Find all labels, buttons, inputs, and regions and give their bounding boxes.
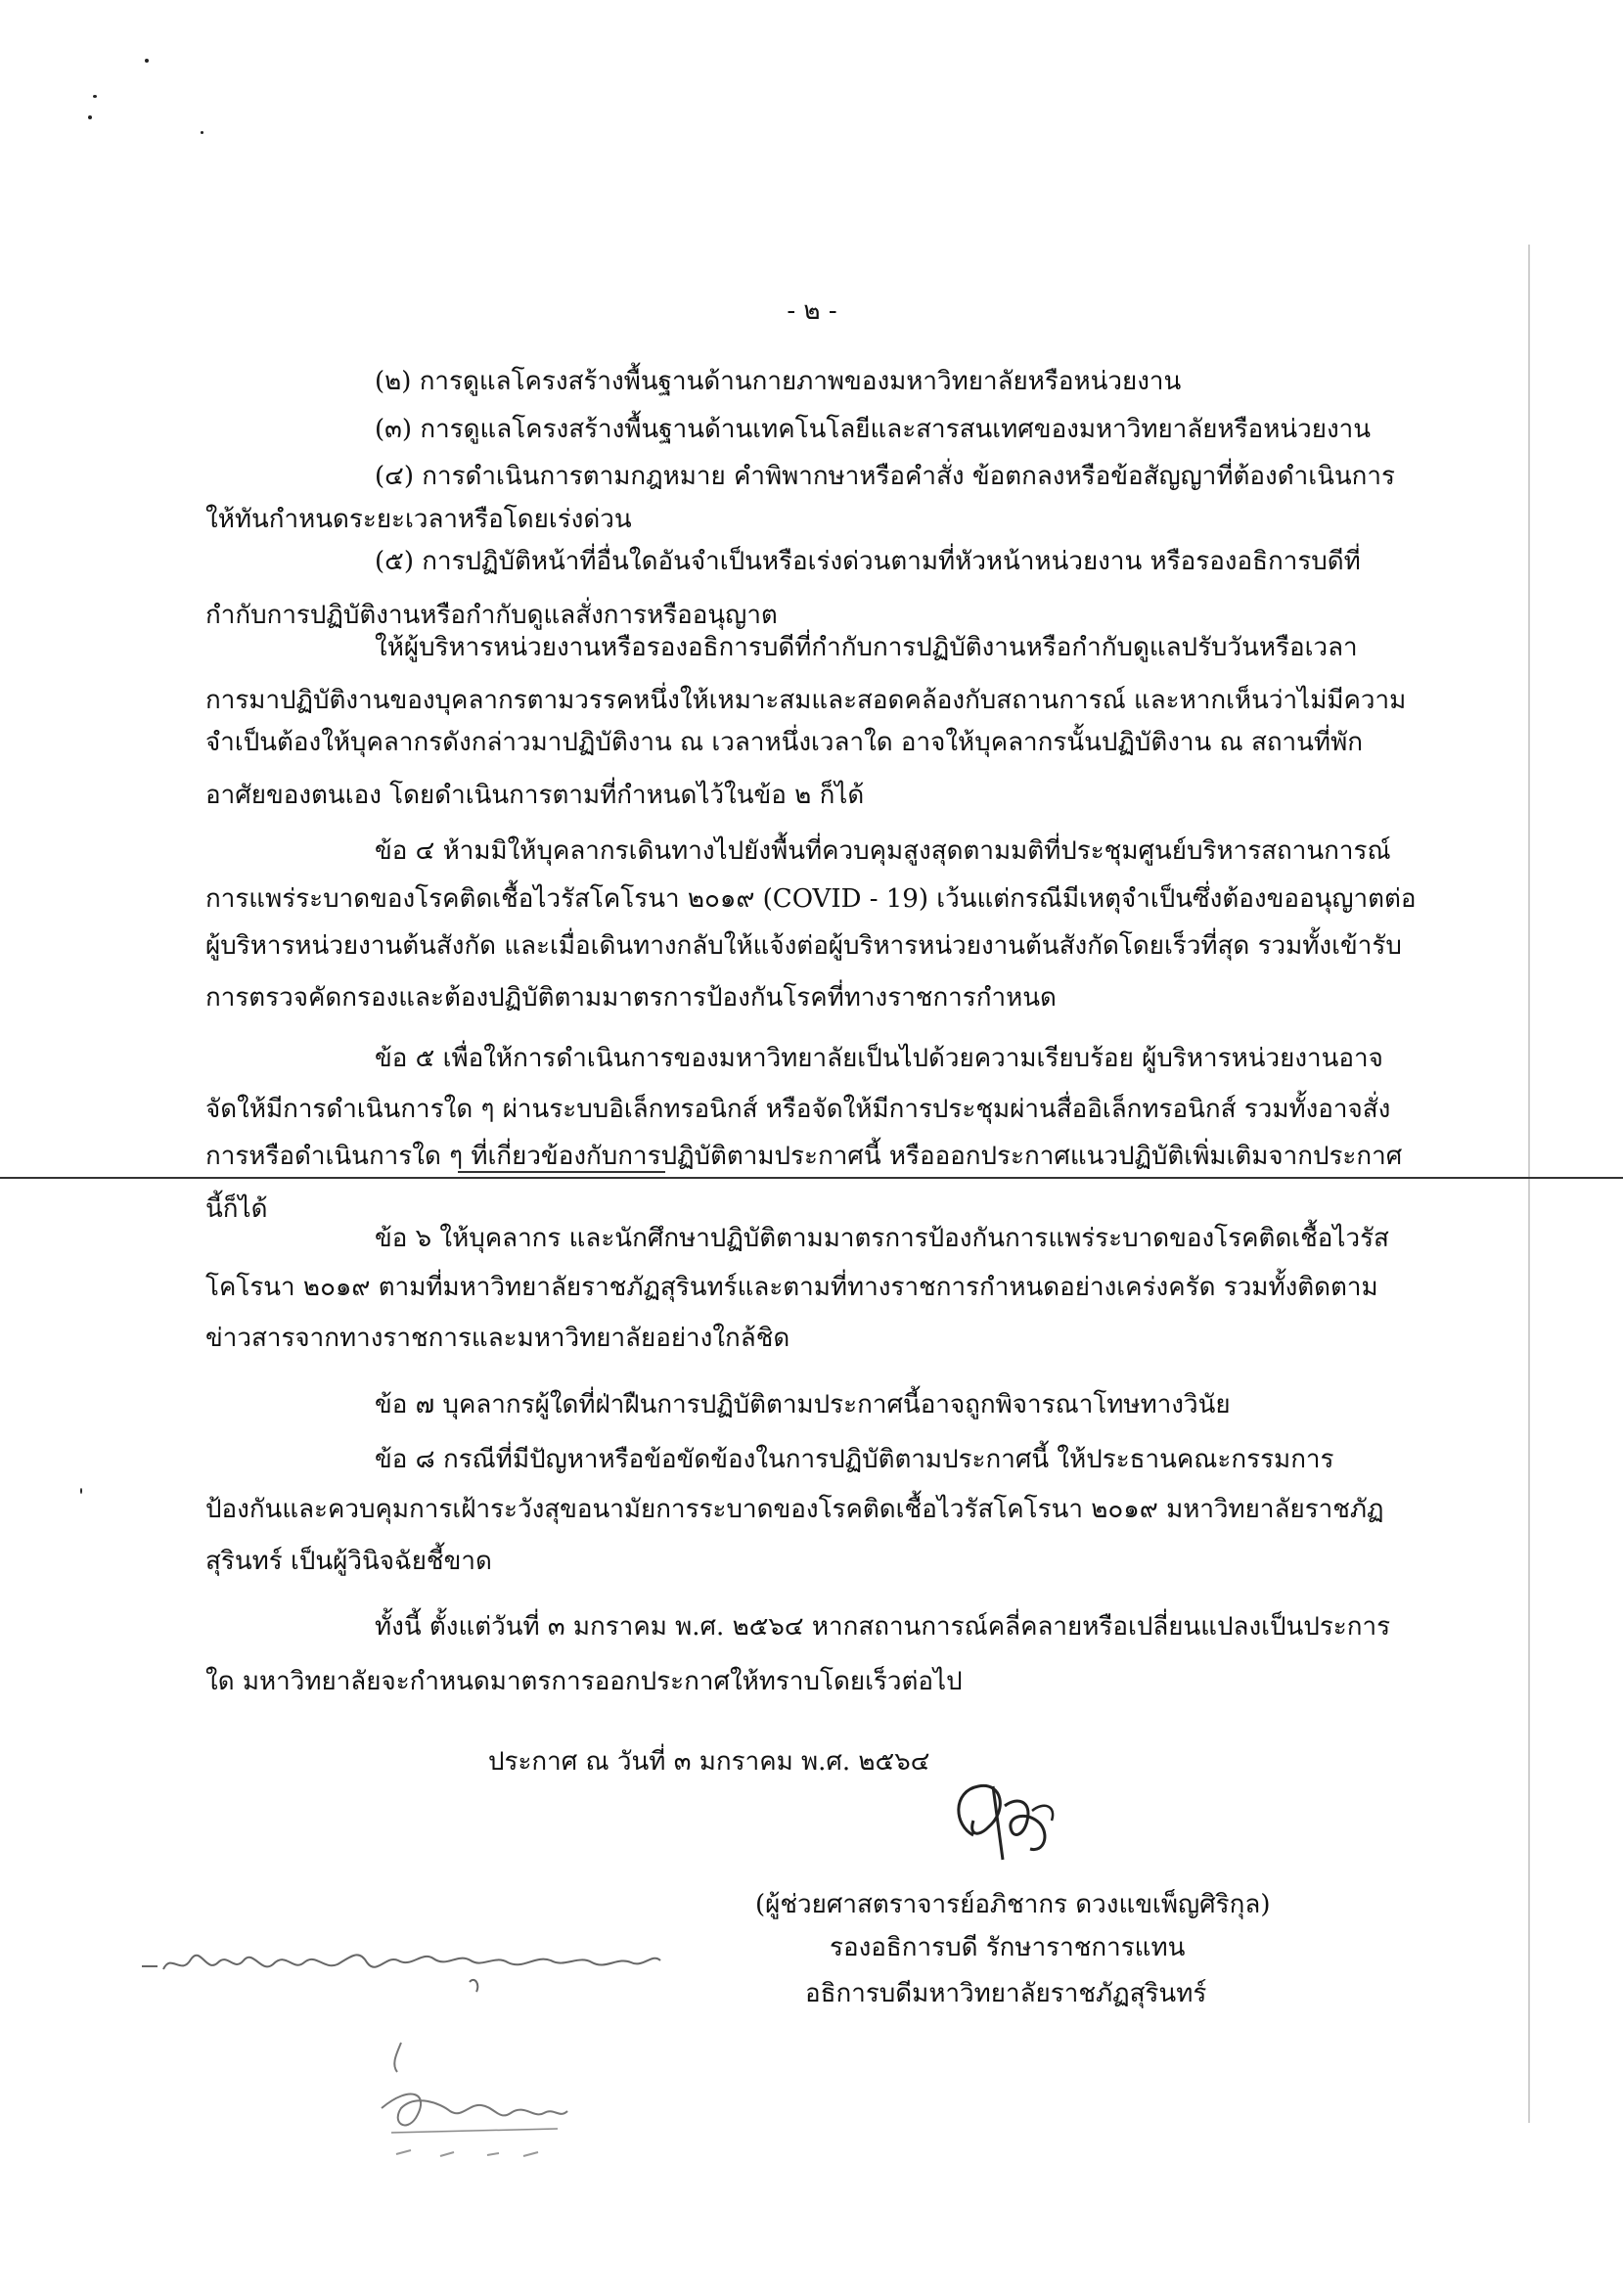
paragraph-line: นี้ก็ได้	[205, 1194, 268, 1224]
signatory-position: รองอธิการบดี รักษาราชการแทน	[830, 1933, 1186, 1962]
paragraph-line: การตรวจคัดกรองและต้องปฏิบัติตามมาตรการป้องกันโรคที่ทางราชการกำหนด	[205, 983, 1057, 1013]
paragraph-line: การแพร่ระบาดของโรคติดเชื้อไวรัสโคโรนา ๒๐๑๙ (COVID - 19) เว้นแต่กรณีมีเหตุจำเป็นซึ่งต้องขออนุญาตต่อ	[205, 884, 1417, 914]
scan-speck	[93, 95, 97, 98]
announcement-date: ประกาศ ณ วันที่ ๓ มกราคม พ.ศ. ๒๕๖๔	[488, 1747, 930, 1777]
page-crease-line	[0, 1177, 1623, 1179]
paragraph-line: ให้ผู้บริหารหน่วยงานหรือรองอธิการบดีที่กำกับการปฏิบัติงานหรือกำกับดูแลปรับวันหรือเวลา	[375, 633, 1358, 662]
paragraph-line: ข้อ ๗ บุคลากรผู้ใดที่ฝ่าฝืนการปฏิบัติตามประกาศนี้อาจถูกพิจารณาโทษทางวินัย	[375, 1390, 1231, 1419]
paragraph-line: จัดให้มีการดำเนินการใด ๆ ผ่านระบบอิเล็กทรอนิกส์ หรือจัดให้มีการประชุมผ่านสื่ออิเล็กทรอนิกส์ รวมทั้งอาจสั่ง	[205, 1095, 1391, 1124]
paragraph-line: ให้ทันกำหนดระยะเวลาหรือโดยเร่งด่วน	[205, 505, 632, 534]
signatory-name: (ผู้ช่วยศาสตราจารย์อภิชากร ดวงแขเพ็ญศิริกุล)	[755, 1890, 1271, 1919]
scan-speck	[145, 59, 149, 63]
scan-speck	[88, 115, 92, 119]
paragraph-line: โคโรนา ๒๐๑๙ ตามที่มหาวิทยาลัยราชภัฏสุรินทร์และตามที่ทางราชการกำหนดอย่างเคร่งครัด รวมทั้งติดตาม	[205, 1273, 1378, 1302]
paragraph-line: (๕) การปฏิบัติหน้าที่อื่นใดอันจำเป็นหรือเร่งด่วนตามที่หัวหน้าหน่วยงาน หรือรองอธิการบดีที่	[375, 547, 1361, 576]
paragraph-line: ข้อ ๖ ให้บุคลากร และนักศึกษาปฏิบัติตามมาตรการป้องกันการแพร่ระบาดของโรคติดเชื้อไวรัส	[375, 1224, 1389, 1253]
paragraph-line: ข้อ ๘ กรณีที่มีปัญหาหรือข้อขัดข้องในการปฏิบัติตามประกาศนี้ ให้ประธานคณะกรรมการ	[375, 1445, 1334, 1474]
paragraph-line: ข่าวสารจากทางราชการและมหาวิทยาลัยอย่างใกล้ชิด	[205, 1324, 790, 1353]
signature-mark	[934, 1767, 1091, 1874]
paragraph-line: ผู้บริหารหน่วยงานต้นสังกัด และเมื่อเดินทางกลับให้แจ้งต่อผู้บริหารหน่วยงานต้นสังกัดโดยเร็วที่สุด รวมทั้งเข้ารับ	[205, 931, 1402, 961]
paragraph-line: ใด มหาวิทยาลัยจะกำหนดมาตรการออกประกาศให้ทราบโดยเร็วต่อไป	[205, 1667, 963, 1696]
paragraph-line: การมาปฏิบัติงานของบุคลากรตามวรรคหนึ่งให้เหมาะสมและสอดคล้องกับสถานการณ์ และหากเห็นว่าไม่มีความ	[205, 686, 1407, 715]
paragraph-line: การหรือดำเนินการใด ๆ ที่เกี่ยวข้องกับการปฏิบัติตามประกาศนี้ หรือออกประกาศแนวปฏิบัติเพิ่มเติมจากประกาศ	[205, 1142, 1403, 1171]
paragraph-line: ข้อ ๔ ห้ามมิให้บุคลากรเดินทางไปยังพื้นที่ควบคุมสูงสุดตามมติที่ประชุมศูนย์บริหารสถานการณ์	[375, 836, 1391, 866]
handwritten-note	[142, 1925, 699, 1999]
paragraph-line: ข้อ ๕ เพื่อให้การดำเนินการของมหาวิทยาลัยเป็นไปด้วยความเรียบร้อย ผู้บริหารหน่วยงานอาจ	[375, 1044, 1383, 1073]
paragraph-line: อาศัยของตนเอง โดยดำเนินการตามที่กำหนดไว้ในข้อ ๒ ก็ได้	[205, 781, 865, 810]
paragraph-line: (๓) การดูแลโครงสร้างพื้นฐานด้านเทคโนโลยีและสารสนเทศของมหาวิทยาลัยหรือหน่วยงาน	[375, 415, 1372, 444]
underline-mark	[458, 1171, 665, 1173]
scan-speck	[201, 131, 203, 134]
scan-edge-line	[1528, 245, 1530, 2123]
page-number: - ๒ -	[787, 296, 837, 326]
scan-speck	[80, 1488, 82, 1494]
paragraph-line: สุรินทร์ เป็นผู้วินิจฉัยชี้ขาด	[205, 1547, 492, 1576]
paragraph-line: (๒) การดูแลโครงสร้างพื้นฐานด้านกายภาพของมหาวิทยาลัยหรือหน่วยงาน	[375, 367, 1182, 396]
handwritten-initials	[372, 2025, 607, 2172]
paragraph-line: (๔) การดำเนินการตามกฎหมาย คำพิพากษาหรือคำสั่ง ข้อตกลงหรือข้อสัญญาที่ต้องดำเนินการ	[375, 462, 1395, 491]
paragraph-line: จำเป็นต้องให้บุคลากรดังกล่าวมาปฏิบัติงาน ณ เวลาหนึ่งเวลาใด อาจให้บุคลากรนั้นปฏิบัติงาน ณ สถานที่พัก	[205, 728, 1363, 757]
signatory-organization: อธิการบดีมหาวิทยาลัยราชภัฏสุรินทร์	[805, 1979, 1207, 2008]
paragraph-line: ทั้งนี้ ตั้งแต่วันที่ ๓ มกราคม พ.ศ. ๒๕๖๔ หากสถานการณ์คลี่คลายหรือเปลี่ยนแปลงเป็นประการ	[375, 1612, 1391, 1642]
paragraph-line: ป้องกันและควบคุมการเฝ้าระวังสุขอนามัยการระบาดของโรคติดเชื้อไวรัสโคโรนา ๒๐๑๙ มหาวิทยาลัยราชภัฏ	[205, 1495, 1384, 1524]
paragraph-line: กำกับการปฏิบัติงานหรือกำกับดูแลสั่งการหรืออนุญาต	[205, 601, 778, 630]
